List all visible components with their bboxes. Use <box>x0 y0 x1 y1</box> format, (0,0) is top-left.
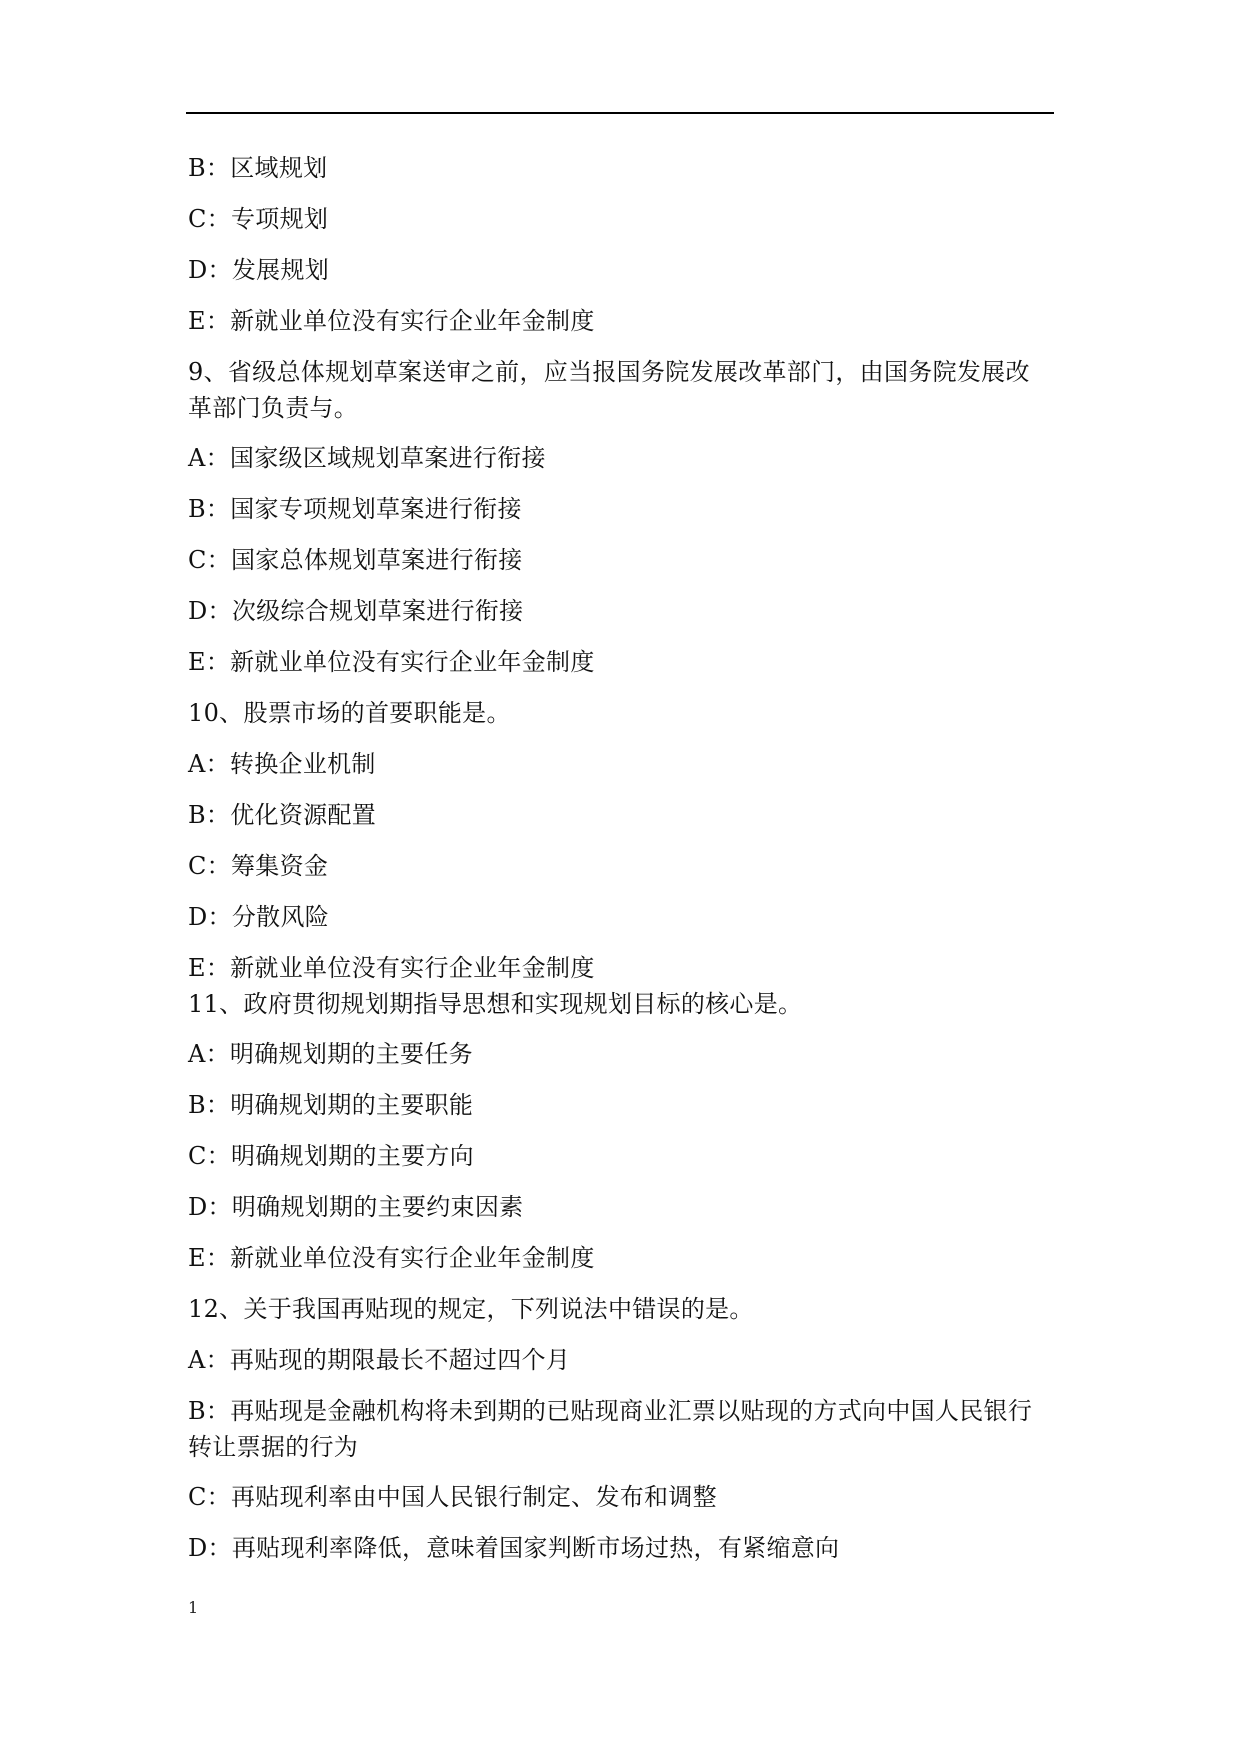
option-b-q10: B：优化资源配置 <box>188 801 377 829</box>
option-c-q12: C：再贴现利率由中国人民银行制定、发布和调整 <box>188 1483 717 1511</box>
header-rule <box>186 112 1054 114</box>
option-a-q11: A：明确规划期的主要任务 <box>188 1040 473 1068</box>
option-b-q12: B：再贴现是金融机构将未到期的已贴现商业汇票以贴现的方式向中国人民银行转让票据的行为 <box>188 1397 1033 1461</box>
option-e-q8: E：新就业单位没有实行企业年金制度 <box>188 307 595 335</box>
option-d-q10: D：分散风险 <box>188 903 330 931</box>
option-e-q10: E：新就业单位没有实行企业年金制度 <box>188 954 595 982</box>
question-12: 12、关于我国再贴现的规定，下列说法中错误的是。 <box>188 1295 754 1323</box>
question-11: 11、政府贯彻规划期指导思想和实现规划目标的核心是。 <box>188 990 803 1018</box>
question-9: 9、省级总体规划草案送审之前，应当报国务院发展改革部门，由国务院发展改革部门负责与。 <box>188 358 1030 422</box>
option-c-q11: C：明确规划期的主要方向 <box>188 1142 474 1170</box>
option-a-q10: A：转换企业机制 <box>188 750 376 778</box>
option-d-q9: D：次级综合规划草案进行衔接 <box>188 597 524 625</box>
page-number: 1 <box>188 1598 199 1617</box>
option-c-q10: C：筹集资金 <box>188 852 329 880</box>
option-d-q12: D：再贴现利率降低，意味着国家判断市场过热，有紧缩意向 <box>188 1534 840 1562</box>
option-b-q9: B：国家专项规划草案进行衔接 <box>188 495 522 523</box>
option-e-q9: E：新就业单位没有实行企业年金制度 <box>188 648 595 676</box>
option-a-q9: A：国家级区域规划草案进行衔接 <box>188 444 546 472</box>
option-c-q9: C：国家总体规划草案进行衔接 <box>188 546 523 574</box>
option-d-q11: D：明确规划期的主要约束因素 <box>188 1193 524 1221</box>
option-c-q8: C：专项规划 <box>188 205 329 233</box>
question-10: 10、股票市场的首要职能是。 <box>188 699 511 727</box>
option-b-q11: B：明确规划期的主要职能 <box>188 1091 474 1119</box>
option-b-q8: B：区域规划 <box>188 154 328 182</box>
option-e-q11: E：新就业单位没有实行企业年金制度 <box>188 1244 595 1272</box>
option-a-q12: A：再贴现的期限最长不超过四个月 <box>188 1346 571 1374</box>
option-d-q8: D：发展规划 <box>188 256 330 284</box>
